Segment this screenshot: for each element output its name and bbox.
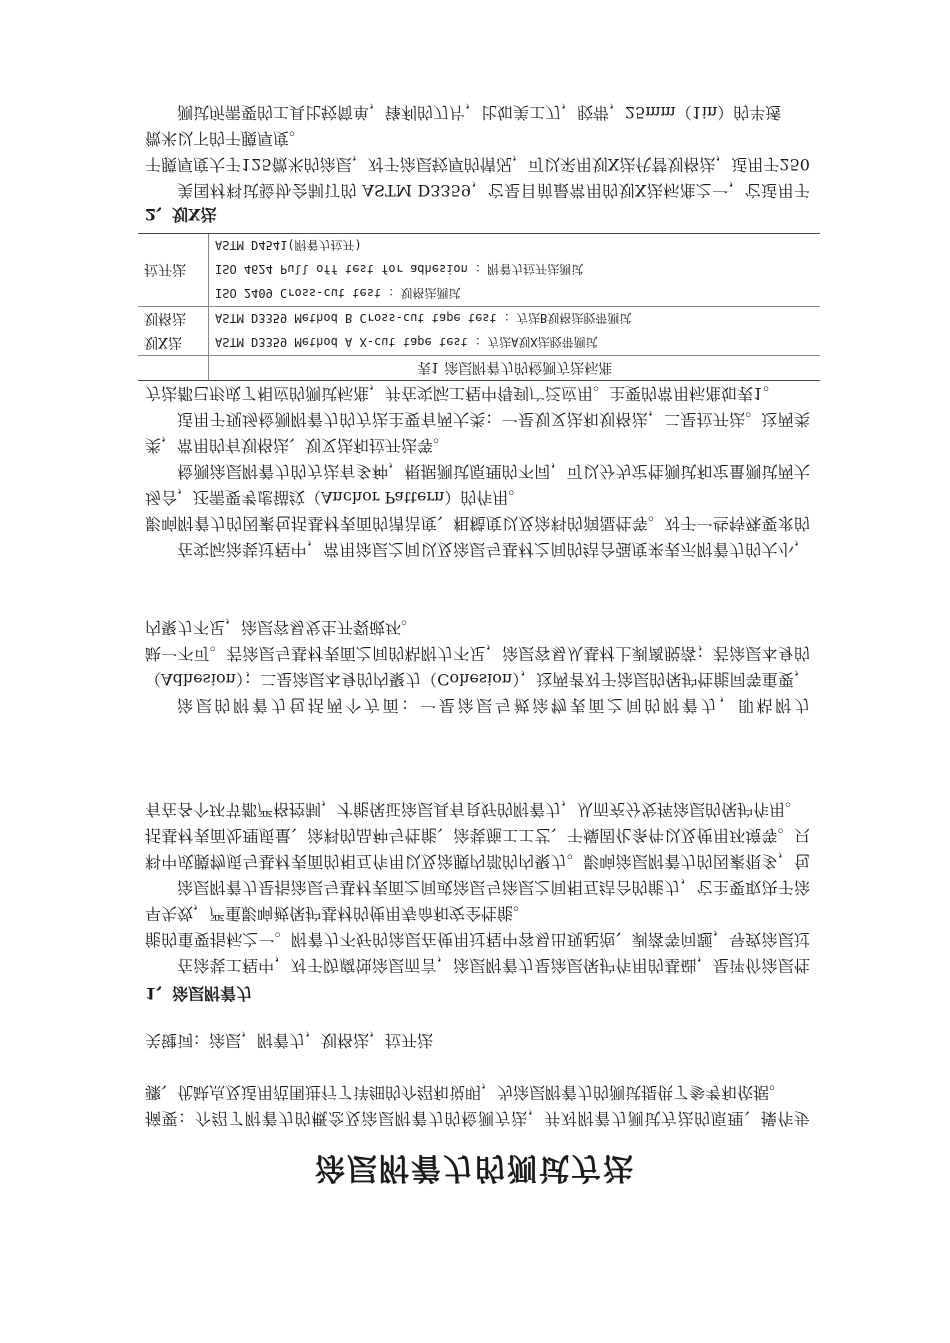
table-category-cell [138, 282, 209, 307]
section-2-heading: 2、划X法 [145, 205, 217, 224]
abstract: 摘要：介绍了附着力的概念及涂层附着力的检测方法，并对附着力测试方法的原理、操作步骤、优缺点及适用范围进行了详细的介绍和说明，为涂层附着力的测试提供了参考和依据。 [145, 1083, 810, 1128]
section-1-paragraph: 在涂装工程中，对于防腐蚀涂层而言，涂层附着力是涂层保护作用的基础，是评价涂层性能的重要指标之一。附着力不好的涂层在使用过程中容易出现起泡、剥落等问题，导致涂层过早失效，严重影响被保护基材的使用寿命和安全性能。 [145, 904, 810, 975]
keywords: 关键词：涂层，附着力，划格法，拉开法 [145, 1031, 434, 1050]
table-caption: 表1 涂层附着力的检测方法标准 [209, 356, 821, 381]
table-standard-cell: ISO 4624 Pull off test for adhesion ：附着力拉开法测试 [215, 262, 584, 277]
table-category-cell: 拉开法 [138, 258, 209, 282]
table-category-cell: 划格法 [138, 307, 209, 332]
table-standard-cell: ASTM D3359 Method A X-cut tape test ：方法A划X法胶带测试 [209, 331, 821, 356]
table-standard-cell: ISO 2409 Cross-cut test ：划格法测试 [209, 282, 821, 307]
table-category-cell [138, 356, 209, 381]
section-1-paragraph: 涂层的附着力包括两个方面：一是涂层与被涂物表面之间的附着力，即粘附力（Adhesion）；二是涂层本身的内聚力（Cohesion），这两者对于涂层的保护性能同等重要，缺一不可。若涂层与基材表面之间的粘附力不足，涂层容易从基材上剥离脱落；若涂层本身的内聚力不足，涂层容易发生开裂破坏。 [145, 618, 810, 715]
section-2-paragraph: 测试所需要的工具比较简单，锋利的刀片，比如美工刀，胶带，25mm（1in）的半透 [177, 103, 782, 122]
section-1-paragraph: 适用于现场检测附着力的方法主要有两大类：一是划叉法和划格法，二是拉开法。这两类方法都已形成了相应的测试标准，并在实际工程中得到广泛应用。主要的常用标准如表1。 [145, 384, 810, 429]
section-1-heading: 1、涂层附着力 [145, 984, 253, 1003]
section-1-paragraph: 检测涂层附着力的方法有多种，根据测试原理的不同，可以分为定性测试和定量测试两大类，常用的有划格法、划叉法和拉开法等。 [145, 436, 810, 481]
table-category-cell: 划X法 [138, 331, 209, 356]
table-standard-cell: ASTM D3359 Method B Cross-cut tape test ：方法B划格法胶带测试 [215, 311, 632, 326]
document-title: 涂层附着力的测试方法 [315, 1150, 635, 1185]
section-2-paragraph: 美国材料试验协会制订的 ASTM D3359，它是目前最常用的划X法标准之一，它适用于干膜厚度大于125微米的涂层，对于涂层较厚的情况，可以采用划X法代替划格法，适用于250微米以下的干膜厚度。 [145, 129, 810, 200]
section-1-paragraph: 在实际涂装过程中，常用涂层之间以及涂层与基材之间的结合强度来表示附着力的大小，影响附着力的因素包括基材表面的清洁度、粗糙度以及涂料的润湿性等。对于一些特殊要求的场合，还需要考虑锚纹（Anchor Pattern）的作用。 [145, 488, 810, 559]
standards-table [138, 233, 820, 381]
table-standard-cell: ASTM D4541(附着力拉开) [209, 234, 821, 259]
section-1-paragraph: 涂层附着力是指涂层与基材表面之间或涂层与涂层之间相互结合的能力，它主要取决于涂料中成膜物质与基材表面的相互作用以及涂膜内部的内聚力。影响涂层附着力的因素很多，包括基材表面处理质量、涂料的品种与性能、涂装施工工艺、干燥固化条件以及使用环境等。只有在各个环节都严格控制，才能保证涂层具有良好的附着力，从而充分发挥涂层的保护作用。 [145, 800, 810, 897]
table-category-cell [138, 234, 209, 259]
